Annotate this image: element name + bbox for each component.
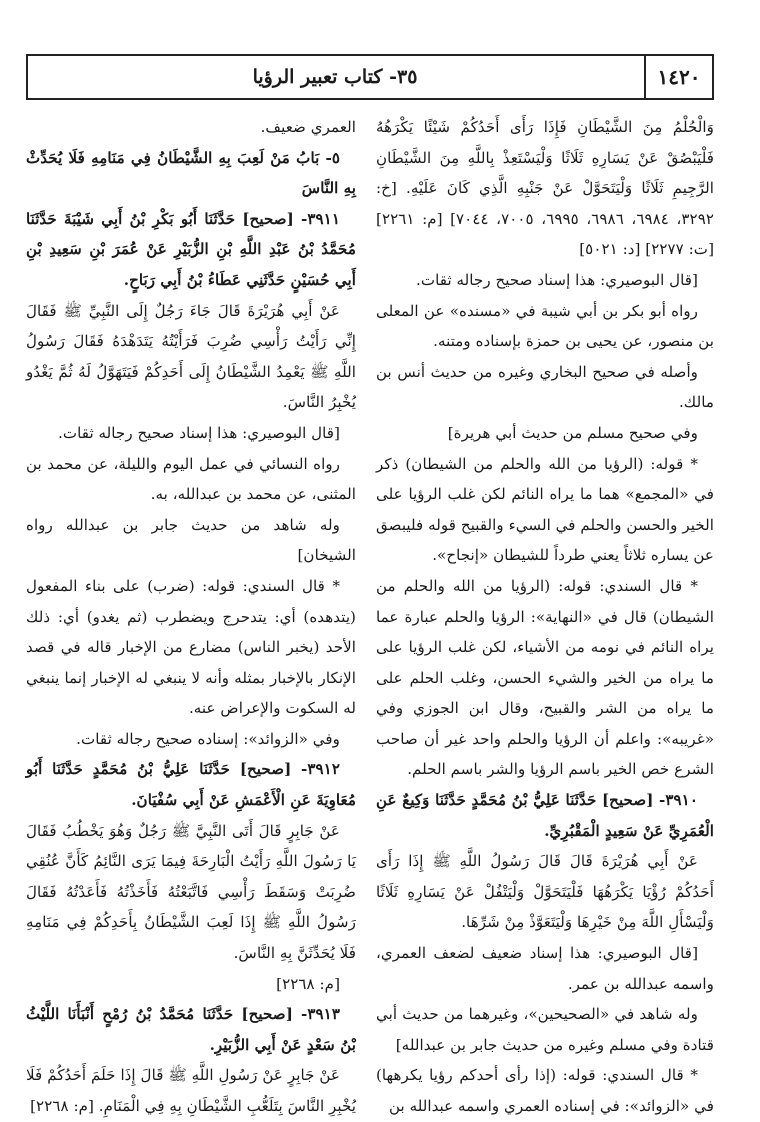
- commentary-paragraph: * قال السندي: قوله: (ضرب) على بناء المفعول (يتدهده) أي: يتدحرج ويضطرب (ثم يغدو) أي: ذلك الأحد (يخبر الناس) مضارع من الإخبار قاله في قصد الإنكار بالإخبار بمثله وأنه لا ينبغي له الإخبار إنما ينبغي له السكوت والإعراض عنه.: [26, 576, 356, 718]
- commentary-paragraph: وفي صحيح مسلم من حديث أبي هريرة]: [447, 423, 698, 442]
- reference-note: [م: ٢٢٦٨]: [276, 974, 340, 993]
- hadith-text: عَنْ أَبِي هُرَيْرَةَ قَالَ جَاءَ رَجُلٌ إِلَى النَّبِيِّ ﷺ فَقَالَ إِنِّي رَأَيْتُ رَأْسِي ضُرِبَ فَرَأَيْتُهُ يَتَدَهْدَهُ فَقَالَ رَسُولُ اللَّهِ ﷺ يَعْمِدُ الشَّيْطَانُ إِلَى أَحَدِكُمْ فَيَتَهَوَّلُ لَهُ ثُمَّ يَغْدُو يُخْبِرُ النَّاسَ.: [26, 301, 356, 412]
- page: [26, 54, 715, 1115]
- hadith-chain: ٣٩١٠- [صحيح] حَدَّثَنَا عَلِيُّ بْنُ مُحَمَّدٍ حَدَّثَنَا وَكِيعٌ عَنِ الْعُمَرِيِّ عَنْ سَعِيدٍ الْمَقْبُرِيِّ.: [376, 791, 714, 840]
- commentary-paragraph: [قال البوصيري: هذا إسناد صحيح رجاله ثقات.: [416, 270, 698, 289]
- hadith-text: عَنْ أَبِي هُرَيْرَةَ قَالَ قَالَ رَسُولُ اللَّهِ ﷺ إِذَا رَأَى أَحَدُكُمْ رُؤْيَا يَكْرَهُهَا فَلْيَتَحَوَّلْ وَلْيَتْفُلْ عَنْ يَسَارِهِ ثَلَاثًا وَلْيَسْأَلِ اللَّهَ مِنْ خَيْرِهَا وَلْيَتَعَوَّذْ مِنْ شَرِّهَا.: [376, 852, 714, 932]
- page-header: [26, 54, 714, 100]
- commentary-paragraph: * قوله: (الرؤيا من الله والحلم من الشيطان) ذكر في «المجمع» هما ما يراه النائم لكن غلب الرؤيا على الخير والحسن والحلم في السيء والقبيح قوله فليبصق عن يساره ثلاثاً يعني طرداً للشيطان «إنجاح».: [376, 454, 714, 565]
- hadith-chain: ٣٩١٢- [صحيح] حَدَّثَنَا عَلِيُّ بْنُ مُحَمَّدٍ حَدَّثَنَا أَبُو مُعَاوِيَةَ عَنِ الْأَعْمَشِ عَنْ أَبِي سُفْيَانَ.: [26, 760, 356, 810]
- commentary-paragraph: رواه النسائي في عمل اليوم والليلة، عن محمد بن المثنى، عن محمد بن عبدالله، به.: [26, 454, 356, 504]
- left-column: [26, 112, 356, 1115]
- commentary-paragraph: وله شاهد في «الصحيحين»، وغيرهما من حديث أبي قتادة وفي مسلم وغيره من حديث جابر بن عبدالله]: [376, 1005, 714, 1054]
- right-column: [376, 112, 715, 1115]
- hadith-text: عَنْ جَابِرٍ عَنْ رَسُولِ اللَّهِ ﷺ قَالَ إِذَا حَلَمَ أَحَدُكُمْ فَلَا يُخْبِرِ النَّاسَ بِتَلَعُّبِ الشَّيْطَانِ بِهِ فِي الْمَنَامِ. [م: ٢٢٦٨]: [26, 1066, 356, 1115]
- hadith-chain: ٣٩١٣- [صحيح] حَدَّثَنَا مُحَمَّدُ بْنُ رُمْحٍ أَنْبَأَنَا اللَّيْثُ بْنُ سَعْدٍ عَنْ أَبِي الزُّبَيْرِ.: [26, 1005, 356, 1054]
- commentary-paragraph: * قال السندي: قوله: (إذا رأى أحدكم رؤيا يكرهها) في «الزوائد»: في إسناده العمري واسمه عبدالله بن: [376, 1066, 714, 1115]
- commentary-paragraph: [قال البوصيري: هذا إسناد صحيح رجاله ثقات.: [58, 423, 340, 442]
- commentary-paragraph: وفي «الزوائد»: إسناده صحيح رجاله ثقات.: [76, 729, 340, 748]
- commentary-paragraph: رواه أبو بكر بن أبي شيبة في «مسنده» عن المعلى بن منصور، عن يحيى بن حمزة بإسناده ومتنه.: [376, 301, 714, 351]
- commentary-paragraph: وأصله في صحيح البخاري وغيره من حديث أنس بن مالك.: [376, 362, 714, 412]
- page-number: ١٤٢٠: [644, 56, 712, 98]
- commentary-paragraph: [قال البوصيري: هذا إسناد ضعيف لضعف العمري، واسمه عبدالله بن عمر.: [376, 944, 714, 993]
- hadith-chain: ٣٩١١- [صحيح] حَدَّثَنَا أَبُو بَكْرِ بْنُ أَبِي شَيْبَةَ حَدَّثَنَا مُحَمَّدُ بْنُ عَبْدِ اللَّهِ بْنِ الزُّبَيْرِ عَنْ عُمَرَ بْنِ سَعِيدِ بْنِ أَبِي حُسَيْنٍ حَدَّثَنِي عَطَاءُ بْنُ أَبِي رَبَاحٍ.: [26, 209, 356, 289]
- hadith-text: عَنْ جَابِرٍ قَالَ أَتَى النَّبِيَّ ﷺ رَجُلٌ وَهُوَ يَخْطُبُ فَقَالَ يَا رَسُولَ اللَّهِ رَأَيْتُ الْبَارِحَةَ فِيمَا يَرَى النَّائِمُ كَأَنَّ عُنُقِي ضُرِبَتْ وَسَقَطَ رَأْسِي فَاتَّبَعْتُهُ فَأَخَذْتُهُ فَأَعَدْتُهُ فَقَالَ رَسُولُ اللَّهِ ﷺ إِذَا لَعِبَ الشَّيْطَانُ بِأَحَدِكُمْ فِي مَنَامِهِ فَلَا يُحَدِّثَنَّ بِهِ النَّاسَ.: [26, 821, 356, 963]
- commentary-paragraph: * قال السندي: قوله: (الرؤيا من الله والحلم من الشيطان) قال في «النهاية»: الرؤيا والحلم عبارة عما يراه النائم في نومه من الأشياء، لكن غلب الرؤيا على ما يراه من الخير والشيء الحسن، وغلب الحلم على ما يراه من الشر والقبيح، وقال ابن الجوزي وفي «غريبه»: واعلم أن الرؤيا والحلم واحد غير أن صاحب الشرع خص الخير باسم الرؤيا والشر باسم الحلم.: [376, 576, 714, 779]
- commentary-paragraph: العمري ضعيف.: [260, 118, 356, 136]
- commentary-paragraph: وله شاهد من حديث جابر بن عبدالله رواه الشيخان]: [26, 515, 356, 565]
- chapter-heading: ٥- بَابُ مَنْ لَعِبَ بِهِ الشَّيْطَانُ فِي مَنَامِهِ فَلَا يُحَدِّثْ بِهِ النَّاسَ: [26, 148, 356, 198]
- hadith-text: وَالْحُلْمُ مِنَ الشَّيْطَانِ فَإِذَا رَأَى أَحَدُكُمْ شَيْئًا يَكْرَهُهُ فَلْيَبْصُقْ عَنْ يَسَارِهِ ثَلَاثًا وَلْيَسْتَعِذْ بِاللَّهِ مِنَ الشَّيْطَانِ الرَّجِيمِ ثَلَاثًا وَلْيَتَحَوَّلْ عَنْ جَنْبِهِ الَّذِي كَانَ عَلَيْهِ. [خ: ٣٢٩٢، ٦٩٨٤، ٦٩٨٦، ٦٩٩٥، ٧٠٠٥، ٧٠٤٤] [م: ٢٢٦١] [ت: ٢٢٧٧] [د: ٥٠٢١]: [376, 118, 715, 259]
- chapter-title: ٣٥- كتاب تعبير الرؤيا: [252, 66, 418, 88]
